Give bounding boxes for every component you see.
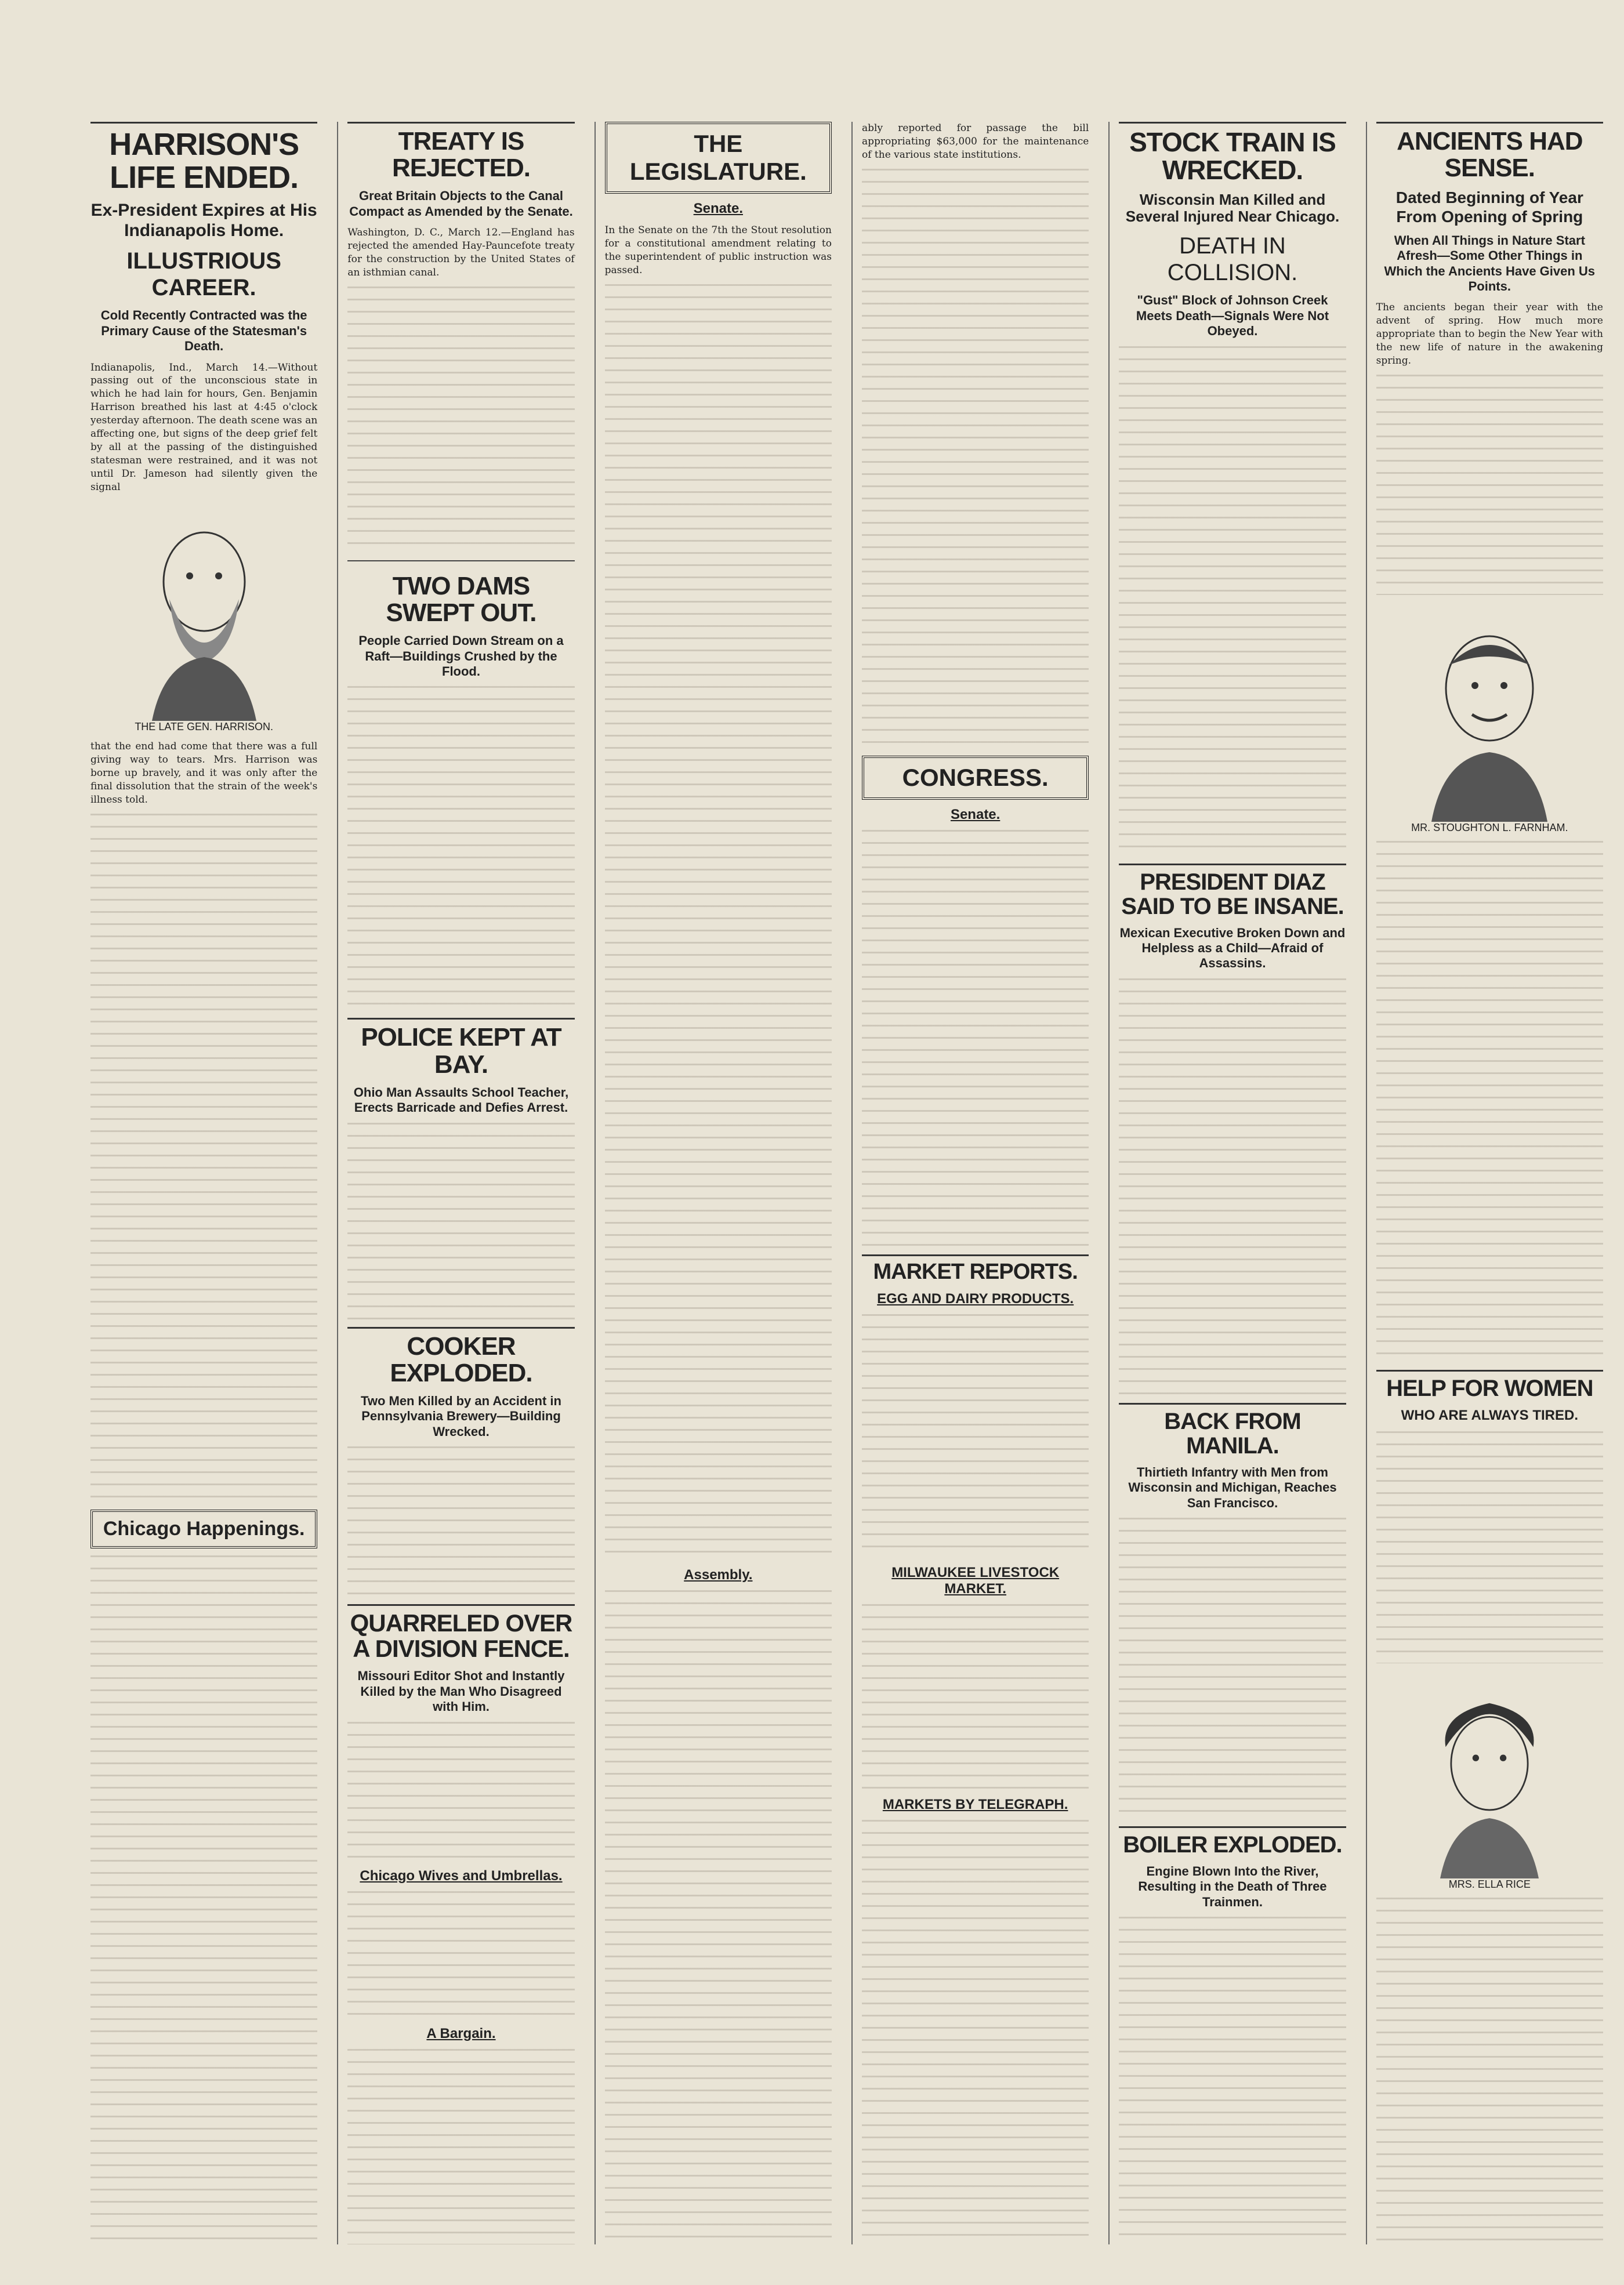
subhead-assembly: Assembly. (684, 1566, 753, 1583)
article-dams-text (347, 686, 574, 1011)
headline-train: STOCK TRAIN IS WRECKED. (1119, 122, 1346, 184)
deck-help-women: WHO ARE ALWAYS TIRED. (1401, 1408, 1578, 1423)
article-ancients-lead: The ancients began their year with the advent of spring. How much more appropriate than to begin the New Year with the new life of nature in the awakening spring. (1376, 302, 1603, 367)
article-legislature-lead: In the Senate on the 7th the Stout resolution for a constitutional amendment relating to the superintendent of public instruction was passed. (604, 224, 832, 276)
subhead-egg-dairy: EGG AND DAIRY PRODUCTS. (877, 1290, 1074, 1307)
article-assembly-cont-text (862, 169, 1089, 749)
article-women-text (1376, 1431, 1603, 1663)
deck-harrison: Cold Recently Contracted was the Primary Cause of the Statesman's Death. (100, 308, 307, 354)
article-pinkham-text (1376, 1898, 1603, 2244)
article-ancients-text (1376, 375, 1603, 595)
deck-treaty: Great Britain Objects to the Canal Compact as Amended by the Senate. (349, 188, 573, 219)
article-treaty-text (347, 286, 574, 553)
article-boiler-text (1119, 1917, 1346, 2244)
harrison-engraving-icon (117, 512, 291, 721)
deck-train: "Gust" Block of Johnson Creek Meets Death—Signals Were Not Obeyed. (1136, 293, 1329, 339)
subhead-telegraph: MARKETS BY TELEGRAPH. (882, 1796, 1068, 1812)
headline-help-women: HELP FOR WOMEN (1376, 1370, 1603, 1401)
headline-cooker: COOKER EXPLODED. (347, 1327, 574, 1387)
headline-boiler: BOILER EXPLODED. (1119, 1826, 1346, 1857)
portrait-farnham (1376, 602, 1603, 834)
subhead-bargain: A Bargain. (426, 2025, 496, 2041)
deck-ancients: When All Things in Nature Start Afresh—Some Other Things in Which the Ancients Have Given Us Points. (1384, 233, 1596, 293)
article-harrison-cont: that the end had come that there was a full giving way to tears. Mrs. Harrison was borne up bravely, and it was only after the final dissolution that the strain of the week's illness told. (90, 740, 318, 806)
article-bargain-text (347, 2049, 574, 2244)
article-umbrellas-text (347, 1891, 574, 2019)
subhead-harrison: Ex-President Expires at His Indianapolis Home. (90, 201, 317, 240)
article-congress-text (862, 830, 1089, 1247)
deck-cooker: Two Men Killed by an Accident in Pennsylvania Brewery—Building Wrecked. (361, 1393, 561, 1439)
subhead-collision: DEATH IN COLLISION. (1167, 233, 1298, 286)
column-congress (851, 122, 1098, 2244)
portrait-harrison (90, 501, 317, 733)
rice-engraving-icon (1402, 1681, 1576, 1878)
deck-manila: Thirtieth Infantry with Men from Wisconsin and Michigan, Reaches San Francisco. (1128, 1464, 1337, 1510)
headline-markets: MARKET REPORTS. (862, 1254, 1089, 1284)
deck-diaz: Mexican Executive Broken Down and Helpless as a Child—Afraid of Assassins. (1119, 925, 1346, 971)
column-harrison (81, 122, 327, 2244)
caption-harrison: THE LATE GEN. HARRISON. (135, 720, 274, 732)
column-legislature (594, 122, 841, 2244)
column-train (1108, 122, 1355, 2244)
subhead-congress-senate: Senate. (950, 806, 1000, 822)
subhead-umbrellas: Chicago Wives and Umbrellas. (360, 1867, 563, 1884)
caption-farnham: MR. STOUGHTON L. FARNHAM. (1411, 822, 1568, 833)
article-train-text (1119, 346, 1346, 857)
deck-police: Ohio Man Assaults School Teacher, Erects Barricade and Defies Arrest. (353, 1085, 569, 1115)
article-assembly-text (605, 1590, 832, 2244)
deck-dams: People Carried Down Stream on a Raft—Buildings Crushed by the Flood. (358, 633, 564, 679)
article-police-text (347, 1123, 574, 1320)
article-senate-text (605, 284, 832, 1560)
subhead-train: Wisconsin Man Killed and Several Injured Near Chicago. (1125, 190, 1340, 226)
deck-fence: Missouri Editor Shot and Instantly Killed by the Man Who Disagreed with Him. (357, 1669, 565, 1714)
headline-fence: QUARRELED OVER A DIVISION FENCE. (347, 1604, 574, 1662)
article-manila-text (1119, 1518, 1346, 1819)
market-telegraph-text (862, 1820, 1089, 2244)
caption-rice: MRS. ELLA RICE (1448, 1878, 1531, 1890)
article-diaz-text (1119, 978, 1346, 1396)
portrait-rice (1376, 1670, 1603, 1891)
article-chicago-text (90, 1555, 317, 2244)
article-harrison-text (90, 814, 317, 1503)
headline-dams: TWO DAMS SWEPT OUT. (386, 571, 536, 628)
headline-manila: BACK FROM MANILA. (1119, 1403, 1346, 1458)
headline-diaz: PRESIDENT DIAZ SAID TO BE INSANE. (1119, 864, 1346, 919)
article-assembly-cont: ably reported for passage the bill appropriating $63,000 for the maintenance of the various state institutions. (861, 122, 1089, 161)
article-nervura-text (1376, 841, 1603, 1363)
headline-harrison: HARRISON'S LIFE ENDED. (90, 122, 317, 194)
subhead-career: ILLUSTRIOUS CAREER. (126, 248, 281, 301)
subhead-senate: Senate. (693, 201, 743, 216)
article-treaty-lead: Washington, D. C., March 12.—England has rejected the amended Hay-Pauncefote treaty for the construction by the United States of an isthmian canal. (347, 227, 575, 278)
headline-ancients: ANCIENTS HAD SENSE. (1376, 122, 1603, 182)
headline-police: POLICE KEPT AT BAY. (347, 1018, 574, 1078)
article-fence-text (347, 1722, 574, 1861)
market-livestock-text (862, 1604, 1089, 1790)
article-harrison-lead: Indianapolis, Ind., March 14.—Without passing out of the unconscious state in which he had lain for hours, Gen. Benjamin Harrison breathed his last at 4:45 o'clock yesterday afternoon. The death scene was an affecting one, but signs of the deep grief felt by all at the passing of the distinguished statesman were restrained, and it was not until Dr. Jameson had silently given the signal (90, 361, 318, 493)
farnham-engraving-icon (1402, 613, 1576, 822)
newspaper-page (81, 122, 1612, 2244)
deck-boiler: Engine Blown Into the River, Resulting in the Death of Three Trainmen. (1138, 1863, 1327, 1909)
article-cooker-text (347, 1446, 574, 1597)
column-ancients (1366, 122, 1612, 2244)
box-chicago-happenings: Chicago Happenings. (90, 1510, 317, 1548)
column-treaty (337, 122, 583, 2244)
box-congress: CONGRESS. (862, 756, 1089, 800)
subhead-livestock: MILWAUKEE LIVESTOCK MARKET. (891, 1564, 1060, 1597)
market-egg-text (862, 1314, 1089, 1558)
box-legislature: THE LEGISLATURE. (605, 122, 832, 194)
headline-treaty: TREATY IS REJECTED. (347, 122, 574, 182)
subhead-ancients: Dated Beginning of Year From Opening of Spring (1395, 188, 1583, 226)
